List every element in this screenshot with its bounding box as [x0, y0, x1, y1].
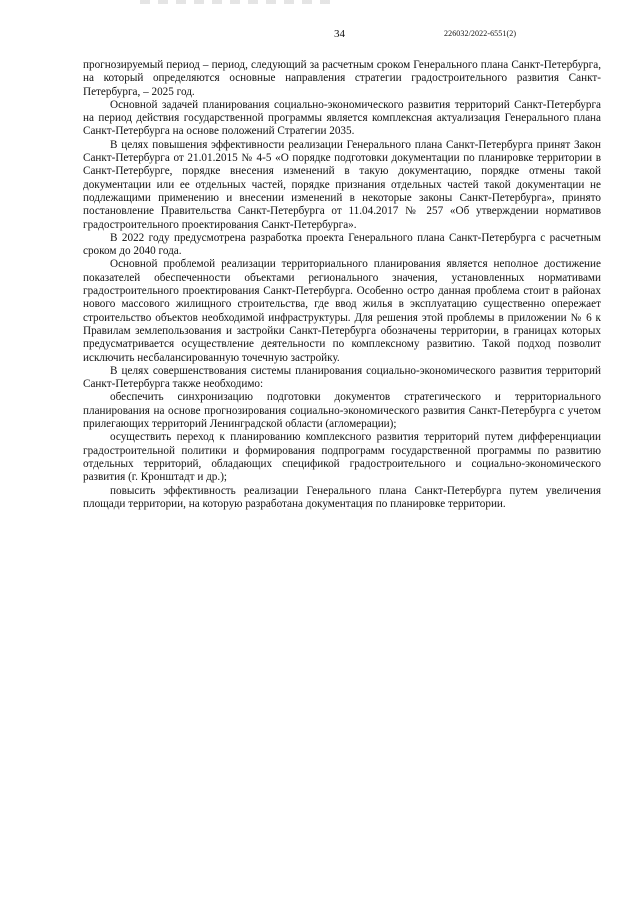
- list-item: осуществить переход к планированию комплексного развития территорий путем дифференциации градостроительной политики и формирования подпрограмм государственной программы по развитию отдельных территорий, обладающих спецификой градостроительного и социально-экономического развития (г. Кронштадт и др.);: [83, 431, 601, 484]
- paragraph: В целях повышения эффективности реализации Генерального плана Санкт-Петербурга принят Закон Санкт-Петербурга от 21.01.2015 № 4-5 «О порядке подготовки документации по планировке территории в Санкт-Петербурге, порядке внесения изменений в такую документацию, порядке отмены такой документации или ее отдельных частей, порядке признания отдельных частей такой документации не подлежащими применению и внесении изменений в некоторые законы Санкт-Петербурга», принято постановление Правительства Санкт-Петербурга от 11.04.2017 № 257 «Об утверждении нормативов градостроительного проектирования Санкт-Петербурга».: [83, 138, 601, 231]
- body-text: [83, 59, 601, 511]
- list-item: обеспечить синхронизацию подготовки документов стратегического и территориального планирования на основе прогнозирования социально-экономического развития Санкт-Петербурга с учетом прилегающих территорий Ленинградской области (агломерации);: [83, 391, 601, 431]
- paragraph: Основной задачей планирования социально-экономического развития территорий Санкт-Петербурга на период действия государственной программы является комплексная актуализация Генерального плана Санкт-Петербурга на основе положений Стратегии 2035.: [83, 98, 601, 138]
- document-code: 226032/2022-6551(2): [444, 29, 517, 38]
- scan-artifact: [140, 0, 330, 4]
- paragraph: Основной проблемой реализации территориального планирования является неполное достижение показателей обеспеченности объектами регионального значения, установленных нормативами градостроительного проектирования Санкт-Петербурга. Особенно остро данная проблема стоит в районах нового массового жилищного строительства, где ввод жилья в эксплуатацию существенно опережает строительство объектов необходимой инфраструктуры. Для решения этой проблемы в приложении № 6 к Правилам землепользования и застройки Санкт-Петербурга обозначены территории, в границах которых предусматривается осуществление деятельности по комплексному развитию. Такой подход позволит исключить несбалансированную точечную застройку.: [83, 258, 601, 364]
- paragraph: В целях совершенствования системы планирования социально-экономического развития территорий Санкт-Петербурга также необходимо:: [83, 364, 601, 391]
- page-number: 34: [334, 28, 345, 40]
- list-item: повысить эффективность реализации Генерального плана Санкт-Петербурга путем увеличения площади территории, на которую разработана документация по планировке территории.: [83, 484, 601, 510]
- paragraph: В 2022 году предусмотрена разработка проекта Генерального плана Санкт-Петербурга с расчетным сроком до 2040 года.: [83, 231, 601, 258]
- paragraph: прогнозируемый период – период, следующий за расчетным сроком Генерального плана Санкт-Петербурга, на который определяются основные направления стратегии градостроительного развития Санкт-Петербурга, – 2025 год.: [83, 59, 601, 98]
